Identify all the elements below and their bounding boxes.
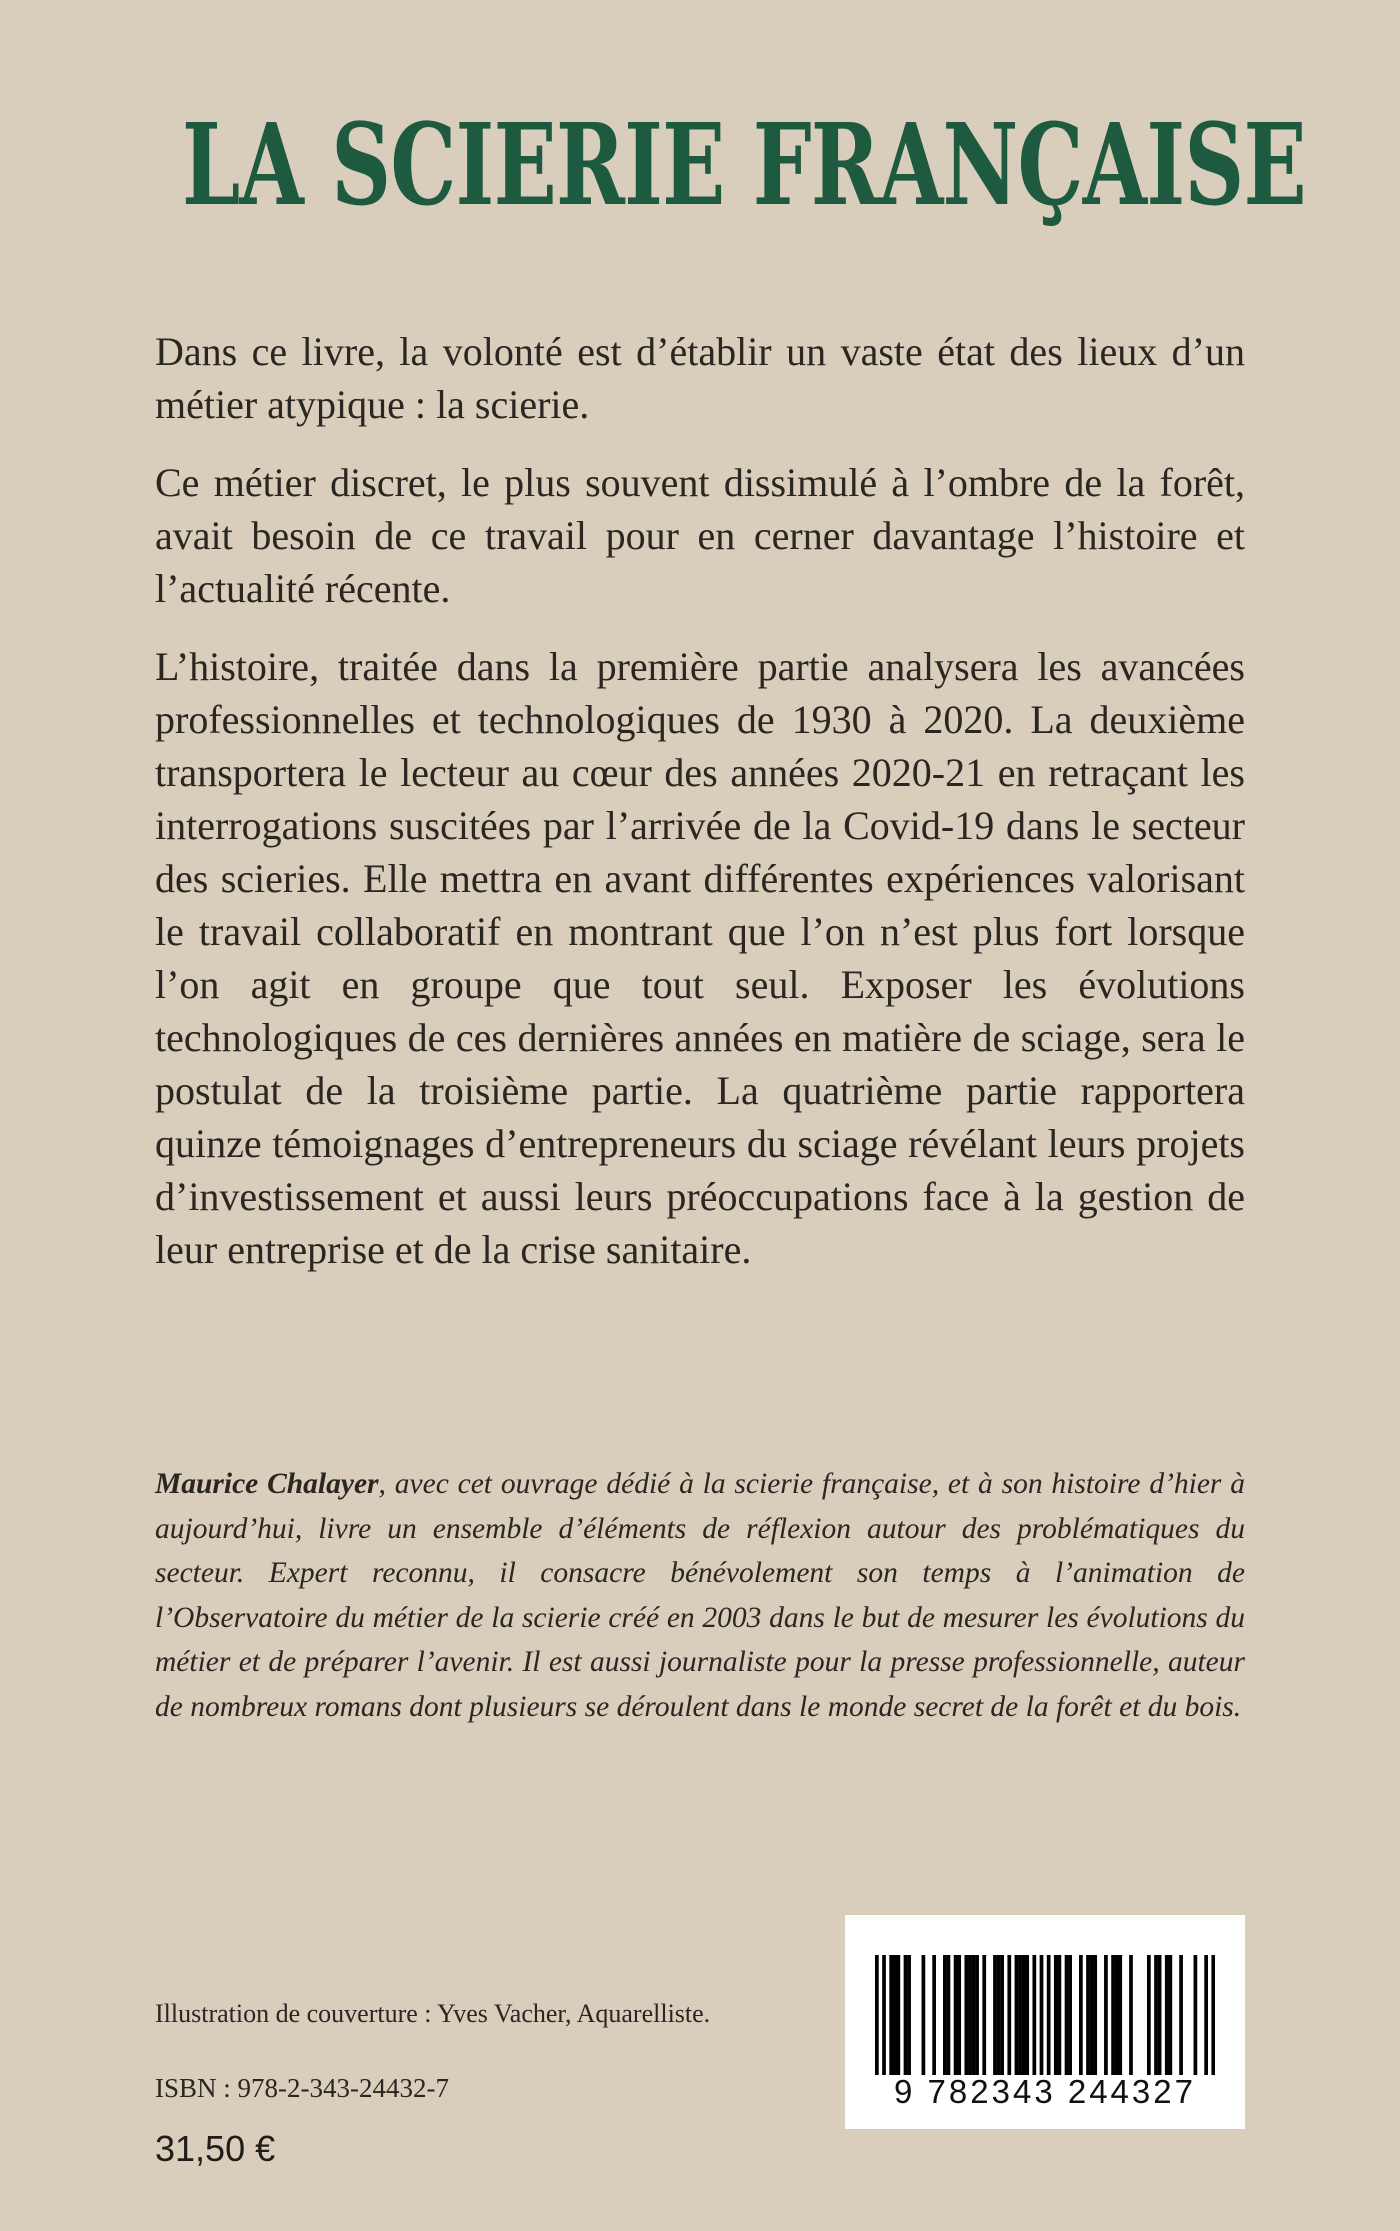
barcode-bar <box>1068 1955 1072 2075</box>
barcode-bar <box>993 1955 997 2075</box>
description-text-2: Ce métier discret, le plus souvent dissimulé à l’ombre de la forêt, avait besoin de ce travail pour en cerner davantage l’histoire et l’actualité récente. <box>155 460 1245 611</box>
barcode-bar <box>1194 1955 1198 2075</box>
barcode-bar <box>907 1955 911 2075</box>
barcode-bar <box>972 1955 976 2075</box>
barcode-bar <box>1040 1955 1044 2075</box>
barcode-bar <box>1168 1955 1172 2075</box>
barcode-bar <box>1007 1955 1011 2075</box>
author-bio-text: , avec cet ouvrage dédié à la scierie française, et à son histoire d’hier à aujourd’hui, livre un ensemble d’éléments de réflexion autour des problématiques du secteur. Expert reconnu, il consacre bénévolement son temps à l’animation de l’Observatoire du métier de la scierie créé en 2003 dans le but de mesurer les évolutions du métier et de préparer l’avenir. Il est aussi journaliste pour la presse professionnelle, auteur de nombreux romans dont plusieurs se déroulent dans le monde secret de la forêt et du bois. <box>155 1468 1246 1723</box>
barcode-bar <box>1032 1955 1036 2075</box>
barcode-bar <box>922 1955 926 2075</box>
barcode-bar <box>1111 1955 1115 2075</box>
barcode-bar <box>1118 1955 1122 2075</box>
barcode-bar <box>1204 1955 1208 2075</box>
barcode-bar <box>1129 1955 1133 2075</box>
barcode-bar <box>943 1955 947 2075</box>
barcode-icon <box>875 1955 1215 2075</box>
barcode-panel <box>845 1915 1245 2129</box>
barcode-bar <box>1000 1955 1004 2075</box>
barcode-bar <box>1115 1955 1119 2075</box>
author-name: Maurice Chalayer <box>155 1468 379 1500</box>
barcode-bar <box>896 1955 900 2075</box>
barcode-bar <box>954 1955 958 2075</box>
barcode-bar <box>1104 1955 1108 2075</box>
barcode-bar <box>968 1955 972 2075</box>
barcode-bar <box>904 1955 908 2075</box>
barcode-bar <box>1079 1955 1083 2075</box>
barcode-bar <box>893 1955 897 2075</box>
price: 31,50 € <box>155 2128 276 2169</box>
barcode-bar <box>997 1955 1001 2075</box>
book-title: LA SCIERIE FRANÇAISE <box>182 100 1306 231</box>
barcode-bar <box>1047 1955 1051 2075</box>
barcode-bar <box>1158 1955 1162 2075</box>
barcode-bar <box>982 1955 986 2075</box>
description-paragraph-2 <box>155 456 1245 615</box>
author-bio <box>155 1462 1245 1729</box>
barcode-bar <box>882 1955 886 2075</box>
barcode-bar <box>1018 1955 1022 2075</box>
barcode-bar <box>1093 1955 1097 2075</box>
barcode-bar <box>1154 1955 1158 2075</box>
barcode-bar <box>1165 1955 1169 2075</box>
description-text-3: L’histoire, traitée dans la première partie analysera les avancées professionnelles et technologiques de 1930 à 2020. La deuxième transportera le lecteur au cœur des années 2020-21 en retraçant les interrogations suscitées par l’arrivée de la Covid-19 dans le secteur des scieries. Elle mettra en avant différentes expériences valorisant le travail collaboratif en montrant que l’on n’est plus fort lorsque l’on agit en groupe que tout seul. Exposer les évolutions technologiques de ces dernières années en matière de sciage, sera le postulat de la troisième partie. La quatrième partie rapportera quinze témoignages d’entrepreneurs du sciage révélant leurs projets d’investissement et aussi leurs préoccupations face à la gestion de leur entreprise et de la crise sanitaire. <box>155 644 1245 1272</box>
barcode-bar <box>947 1955 951 2075</box>
barcode-bar <box>1211 1955 1215 2075</box>
barcode-bar <box>1179 1955 1183 2075</box>
description-paragraph-3 <box>155 640 1245 1276</box>
barcode-bar <box>875 1955 879 2075</box>
barcode-bar <box>1015 1955 1019 2075</box>
description-paragraph-1 <box>155 325 1245 431</box>
barcode-bar <box>1025 1955 1029 2075</box>
barcode-bar <box>1065 1955 1069 2075</box>
barcode-bar <box>1090 1955 1094 2075</box>
barcode-bar <box>1086 1955 1090 2075</box>
barcode-bar <box>964 1955 968 2075</box>
barcode-bar <box>1054 1955 1058 2075</box>
barcode-bar <box>889 1955 893 2075</box>
barcode-digits: 9 782343 244327 <box>894 2073 1196 2110</box>
barcode-bar <box>1022 1955 1026 2075</box>
illustration-credit: Illustration de couverture : Yves Vacher, Aquarelliste. <box>155 1999 711 2028</box>
description-text-1: Dans ce livre, la volonté est d’établir un vaste état des lieux d’un métier atypique : la scierie. <box>155 329 1245 427</box>
barcode-bar <box>975 1955 979 2075</box>
barcode-bar <box>957 1955 961 2075</box>
barcode-bar <box>932 1955 936 2075</box>
barcode-bar <box>1058 1955 1062 2075</box>
isbn: ISBN : 978-2-343-24432-7 <box>155 2073 449 2103</box>
barcode-bar <box>1147 1955 1151 2075</box>
